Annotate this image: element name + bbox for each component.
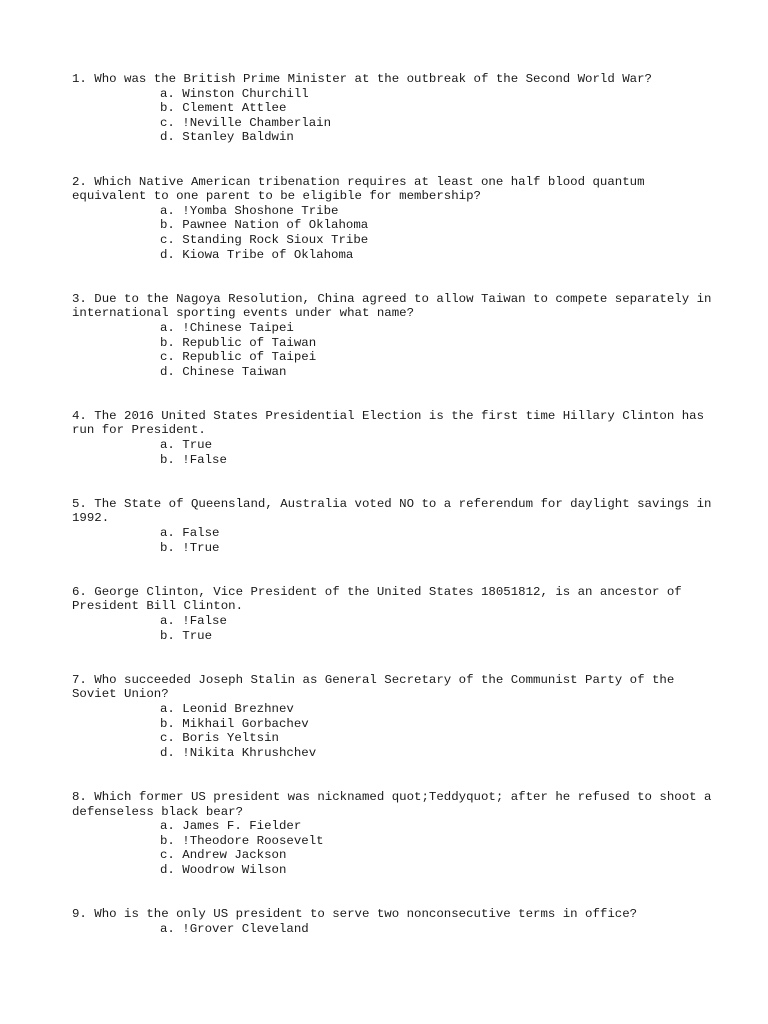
question-text: 7. Who succeeded Joseph Stalin as General Secretary of the Communist Party of the Soviet Union? (72, 672, 682, 702)
question-text: 8. Which former US president was nicknamed quot;Teddyquot; after he refused to shoot a defenseless black bear? (72, 789, 719, 819)
answer-options (72, 321, 712, 379)
answer-option: c. Republic of Taipei (160, 350, 317, 365)
answer-option: b. !True (160, 540, 220, 555)
question-1 (72, 72, 712, 145)
question-text: 3. Due to the Nagoya Resolution, China agreed to allow Taiwan to compete separately in international sporting events under what name? (72, 291, 719, 321)
answer-options (72, 702, 712, 760)
question-2 (72, 175, 712, 263)
answer-option: a. False (160, 526, 220, 541)
answer-option: a. !False (160, 614, 227, 628)
answer-option: a. James F. Fielder (160, 819, 302, 834)
answer-option: a. !Chinese Taipei (160, 320, 294, 335)
answer-option: a. !Grover Cleveland (160, 921, 309, 936)
answer-option: b. Clement Attlee (160, 101, 287, 116)
answer-option: c. !Neville Chamberlain (160, 115, 332, 130)
answer-options (72, 438, 712, 467)
answer-option: c. Standing Rock Sioux Tribe (160, 232, 369, 247)
answer-options (72, 204, 712, 262)
answer-options (72, 526, 712, 555)
question-text: 1. Who was the British Prime Minister at the outbreak of the Second World War? (72, 72, 652, 86)
answer-option: d. Chinese Taiwan (160, 364, 287, 379)
answer-option: b. Pawnee Nation of Oklahoma (160, 218, 369, 233)
question-6 (72, 585, 712, 643)
quiz-document (72, 72, 719, 966)
answer-option: a. Leonid Brezhnev (160, 701, 294, 716)
answer-option: d. Stanley Baldwin (160, 130, 294, 145)
question-3 (72, 291, 719, 380)
answer-option: b. True (160, 628, 213, 643)
answer-options (72, 922, 712, 937)
question-text: 6. George Clinton, Vice President of the United States 18051812, is an ancestor of President Bill Clinton. (72, 584, 690, 614)
answer-option: b. !False (160, 452, 227, 467)
question-8 (72, 789, 719, 878)
answer-option: b. Republic of Taiwan (160, 335, 317, 350)
question-text: 9. Who is the only US president to serve two nonconsecutive terms in office? (72, 907, 638, 922)
answer-options (72, 87, 712, 145)
answer-option: b. !Theodore Roosevelt (160, 833, 324, 848)
answer-options (72, 819, 712, 877)
question-text: 2. Which Native American tribenation requires at least one half blood quantum equivalent to one parent to be eligible for membership? (72, 174, 652, 204)
answer-option: a. Winston Churchill (160, 86, 309, 101)
answer-option: a. True (160, 438, 213, 453)
answer-option: c. Andrew Jackson (160, 848, 287, 863)
answer-option: c. Boris Yeltsin (160, 731, 279, 746)
question-7 (72, 673, 712, 761)
answer-option: d. Kiowa Tribe of Oklahoma (160, 247, 354, 262)
question-4 (72, 409, 712, 467)
question-5 (72, 496, 719, 555)
answer-option: d. Woodrow Wilson (160, 862, 287, 877)
answer-options (72, 614, 712, 643)
answer-option: a. !Yomba Shoshone Tribe (160, 203, 339, 218)
question-text: 5. The State of Queensland, Australia voted NO to a referendum for daylight savings in 1992. (72, 496, 719, 526)
question-9 (72, 907, 712, 936)
answer-option: d. !Nikita Khrushchev (160, 745, 317, 760)
question-text: 4. The 2016 United States Presidential Election is the first time Hillary Clinton has run for President. (72, 408, 712, 438)
answer-option: b. Mikhail Gorbachev (160, 716, 309, 731)
